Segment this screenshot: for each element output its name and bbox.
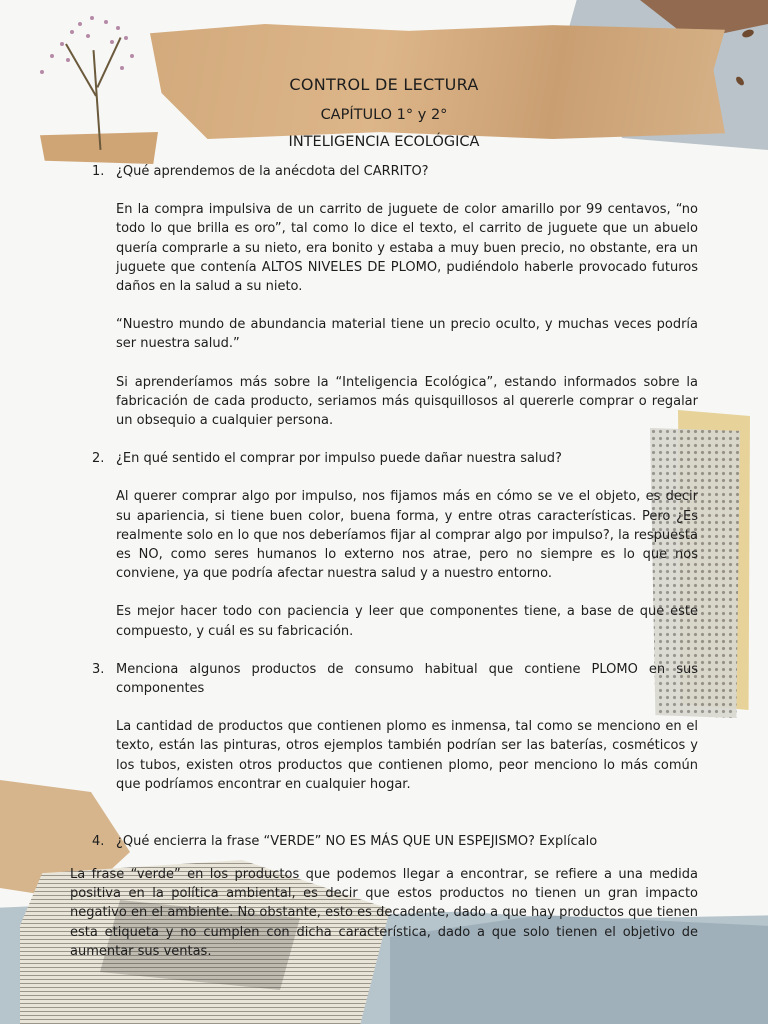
book-subtitle: INTELIGENCIA ECOLÓGICA	[288, 134, 480, 150]
question-number: 2.	[92, 451, 105, 467]
answer-paragraph: Al querer comprar algo por impulso, nos fijamos más en cómo se ve el objeto, es decir su apariencia, si tiene buen color, buena forma, y entre otras características. Pero ¿Es realmente solo en lo que nos deberíamos fijar al comprar algo por impulso?, la respuesta es NO, como seres humanos lo externo nos atrae, pero no siempre es lo que nos conviene, ya que podría afectar nuestra salud y a nuestro entorno.	[116, 489, 698, 582]
answer-paragraph: Si aprenderíamos más sobre la “Inteligencia Ecológica”, estando informados sobre la fabricación de cada producto, seriamos más quisquillosos al quererle comprar o regalar un obsequio a cualquier persona.	[116, 374, 698, 429]
question-item	[92, 660, 698, 698]
question-text: ¿En qué sentido el comprar por impulso puede dañar nuestra salud?	[116, 451, 562, 467]
answer-paragraph: La cantidad de productos que contienen plomo es inmensa, tal como se menciono en el texto, están las pinturas, otros ejemplos también podrían ser las baterías, cosméticos y los tubos, existen otros productos que contienen plomo, peor menciono lo más común que podríamos encontrar en cualquier hogar.	[116, 719, 698, 792]
question-text: Menciona algunos productos de consumo habitual que contiene PLOMO en sus componentes	[116, 661, 698, 697]
question-text: ¿Qué aprendemos de la anécdota del CARRITO?	[116, 164, 429, 179]
answer-paragraph: La frase “verde” en los productos que podemos llegar a encontrar, se refiere a una medida positiva en la política ambiental, es decir que estos productos no tienen un gran impacto negativo en el ambiente. No obstante, esto es decadente, dado a que hay productos que tienen esta etiqueta y no cumplen con dicha característica, dado a que solo tienen el objetivo de aumentar sus ventas.	[70, 867, 698, 959]
document-title: CONTROL DE LECTURA	[289, 75, 479, 94]
question-number: 4.	[92, 834, 105, 850]
question-item	[92, 162, 698, 181]
question-item	[92, 449, 698, 468]
question-item	[92, 832, 698, 851]
question-number: 3.	[92, 661, 105, 677]
chapter-subtitle: CAPÍTULO 1° y 2°	[320, 107, 448, 123]
questions-list	[92, 162, 698, 851]
answer-paragraph: “Nuestro mundo de abundancia material tiene un precio oculto, y muchas veces podría ser nuestra salud.”	[116, 317, 698, 352]
question-number: 1.	[92, 164, 105, 179]
question-text: ¿Qué encierra la frase “VERDE” NO ES MÁS QUE UN ESPEJISMO? Explícalo	[116, 834, 598, 850]
answer-paragraph: En la compra impulsiva de un carrito de juguete de color amarillo por 99 centavos, “no todo lo que brilla es oro”, tal como lo dice el texto, el carrito de juguete que un abuelo quería comprarle a su nieto, era bonito y estaba a muy buen precio, no obstante, era un juguete que contenía ALTOS NIVELES DE PLOMO, pudiéndolo haberle provocado futuros daños en la salud a su nieto.	[116, 202, 698, 295]
answer-paragraph: Es mejor hacer todo con paciencia y leer que componentes tiene, a base de que este compuesto, y cuál es su fabricación.	[116, 604, 698, 639]
